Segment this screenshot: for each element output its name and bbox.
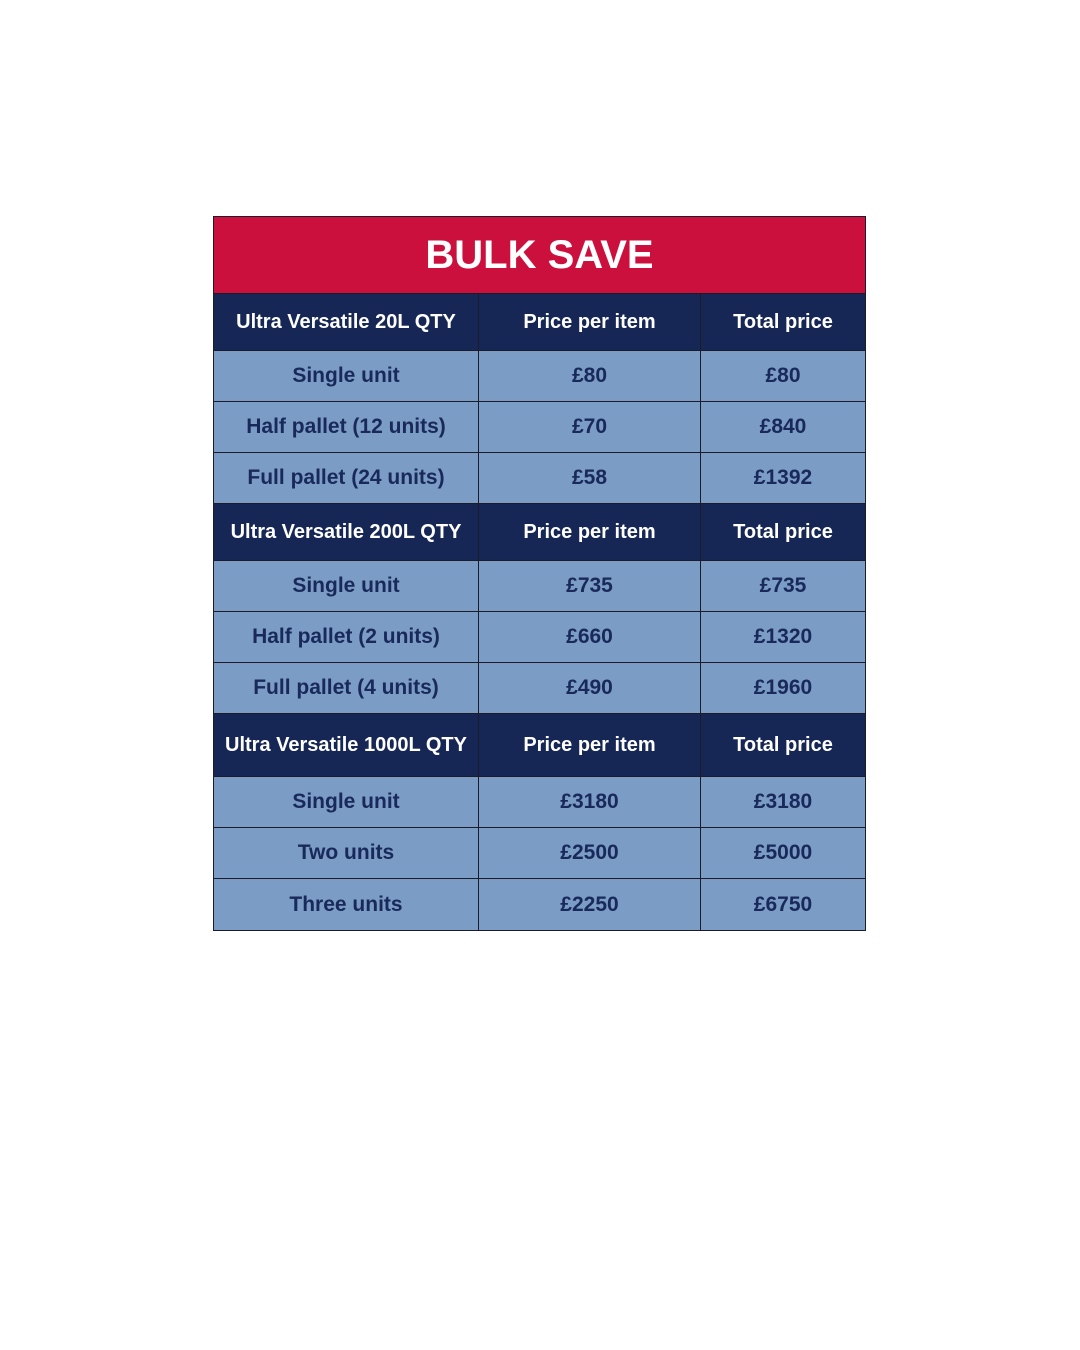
price-cell: £70 [479,402,701,453]
quantity-cell: Single unit [214,351,479,402]
price-cell: £80 [479,351,701,402]
header-product: Ultra Versatile 1000L QTY [214,714,479,777]
section-header-200l [214,504,865,561]
total-cell: £3180 [701,777,865,828]
total-cell: £6750 [701,879,865,930]
quantity-cell: Half pallet (2 units) [214,612,479,663]
quantity-cell: Half pallet (12 units) [214,402,479,453]
table-row [214,777,865,828]
quantity-cell: Two units [214,828,479,879]
quantity-cell: Three units [214,879,479,930]
quantity-cell: Full pallet (4 units) [214,663,479,714]
bulk-save-table [213,216,866,931]
total-cell: £5000 [701,828,865,879]
quantity-cell: Single unit [214,561,479,612]
total-cell: £1320 [701,612,865,663]
table-row [214,828,865,879]
header-price-per-item: Price per item [479,294,701,351]
price-cell: £3180 [479,777,701,828]
table-row [214,561,865,612]
price-cell: £490 [479,663,701,714]
section-header-1000l [214,714,865,777]
table-row [214,879,865,930]
price-cell: £735 [479,561,701,612]
quantity-cell: Single unit [214,777,479,828]
total-cell: £735 [701,561,865,612]
header-product: Ultra Versatile 20L QTY [214,294,479,351]
total-cell: £840 [701,402,865,453]
table-row [214,351,865,402]
table-row [214,402,865,453]
header-price-per-item: Price per item [479,714,701,777]
price-cell: £58 [479,453,701,504]
header-total-price: Total price [701,504,865,561]
price-cell: £660 [479,612,701,663]
section-header-20l [214,294,865,351]
price-cell: £2500 [479,828,701,879]
table-row [214,612,865,663]
table-row [214,453,865,504]
table-row [214,663,865,714]
header-total-price: Total price [701,714,865,777]
total-cell: £1960 [701,663,865,714]
header-product: Ultra Versatile 200L QTY [214,504,479,561]
total-cell: £80 [701,351,865,402]
price-cell: £2250 [479,879,701,930]
quantity-cell: Full pallet (24 units) [214,453,479,504]
total-cell: £1392 [701,453,865,504]
table-title: BULK SAVE [214,217,865,294]
header-price-per-item: Price per item [479,504,701,561]
header-total-price: Total price [701,294,865,351]
